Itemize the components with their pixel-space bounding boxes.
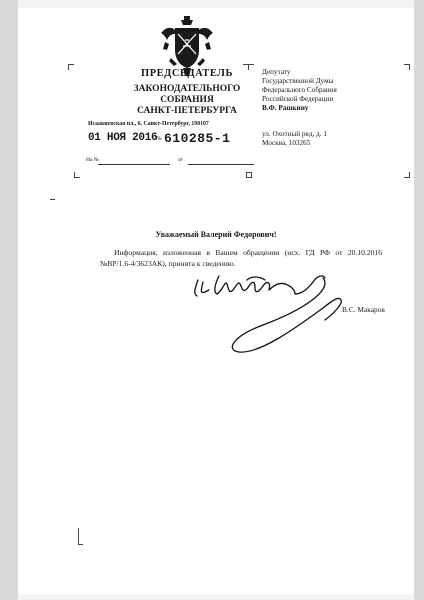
reference-label: На № — [86, 157, 100, 163]
fold-mark — [404, 172, 410, 178]
fold-mark — [68, 64, 74, 70]
scan-margin — [0, 0, 18, 600]
reference-date-label: от — [178, 157, 184, 163]
fold-mark — [248, 64, 254, 70]
registration-number-label: № — [156, 136, 162, 142]
reference-date-line — [188, 164, 254, 165]
org-line: СОБРАНИЯ — [160, 95, 214, 105]
recipient-address-line: ул. Охотный ряд, д. 1 — [262, 130, 327, 138]
registration-number-stamp: 610285-1 — [164, 131, 231, 146]
recipient-address — [262, 130, 412, 148]
letter-greeting: Уважаемый Валерий Федорович! — [155, 230, 277, 239]
letter-page — [18, 8, 414, 594]
fold-mark — [246, 172, 252, 178]
letterhead-organization — [116, 84, 258, 117]
letter-body: Информация, изложенная в Вашем обращении (исх. ГД РФ от 20.10.2016 №ВР/1.6-4/3623АК), принята к сведению. — [100, 248, 382, 268]
recipient-line: Федерального Собрания — [262, 86, 337, 94]
org-line: ЗАКОНОДАТЕЛЬНОГО — [133, 84, 241, 94]
letterhead-title: ПРЕДСЕДАТЕЛЬ — [141, 68, 233, 79]
recipient-line: Государственной Думы — [262, 77, 334, 85]
fold-mark — [78, 528, 83, 545]
scan-margin — [414, 0, 424, 600]
org-line: САНКТ-ПЕТЕРБУРГА — [137, 106, 237, 116]
recipient-line: Российской Федерации — [262, 95, 334, 103]
registration-date-stamp: 01 НОЯ 2016 — [88, 132, 158, 144]
st-petersburg-coat-of-arms-icon — [161, 16, 213, 76]
fold-mark — [74, 172, 80, 178]
handwritten-signature — [183, 270, 383, 370]
letterhead-address: Исаакиевская пл., 6, Санкт-Петербург, 190107 — [88, 121, 209, 127]
recipient-block — [262, 68, 412, 113]
fold-mark — [50, 199, 55, 200]
signer-name: В.С. Макаров — [342, 305, 385, 314]
recipient-address-line: Москва, 103265 — [262, 139, 311, 147]
reference-number-line — [98, 164, 170, 165]
recipient-name: В.Ф. Рашкину — [262, 104, 309, 112]
recipient-line: Депутату — [262, 68, 291, 76]
